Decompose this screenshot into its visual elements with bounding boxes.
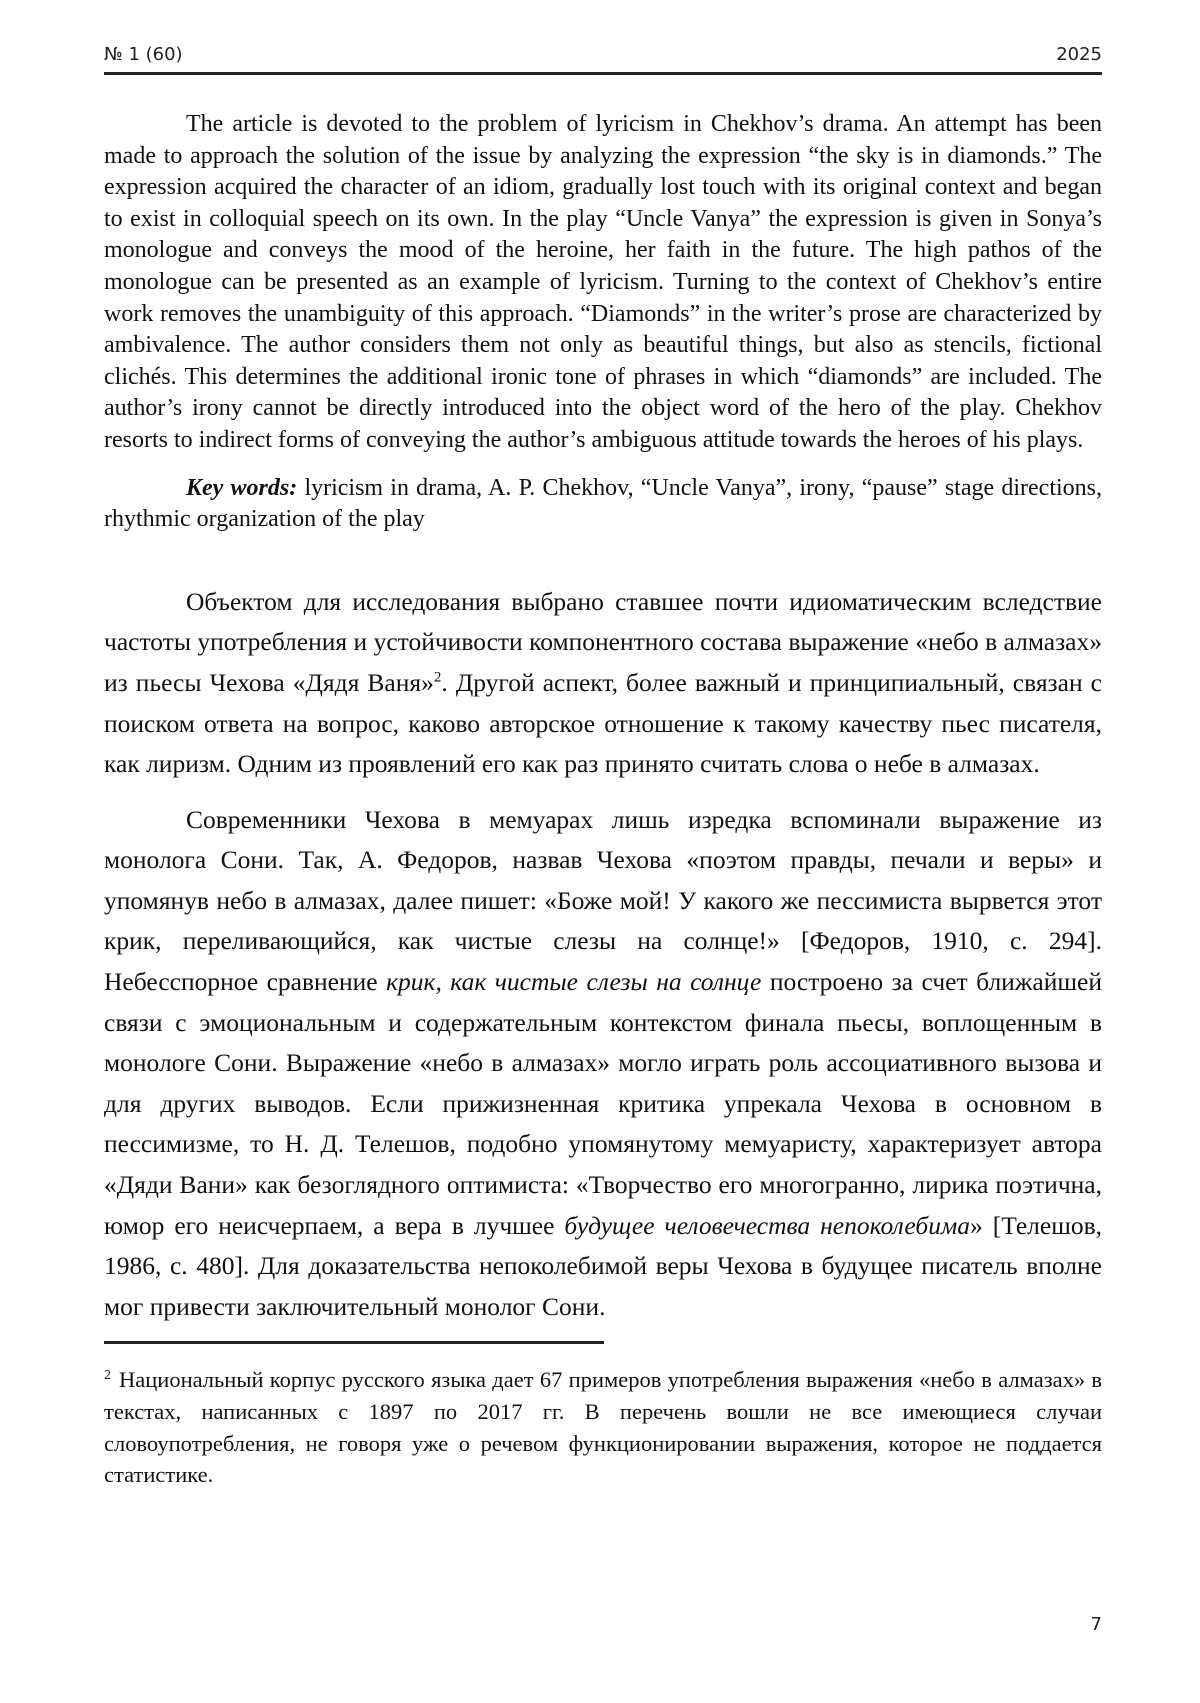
footnote-divider <box>104 1341 604 1344</box>
keywords-list: lyricism in drama, A. P. Chekhov, “Uncle Vanya”, irony, “pause” stage directions, rhythmic organization of the play <box>104 474 1103 533</box>
footnote-mark: 2 <box>104 1367 111 1383</box>
page-number: 7 <box>1090 1614 1102 1635</box>
footnote-item <box>104 1364 1102 1490</box>
paragraph-1 <box>104 582 1102 785</box>
footnote <box>104 1364 1102 1490</box>
paragraph-1-text: Объектом для исследования выбрано ставшее почти идиоматическим вследствие частоты употребления и устойчивости компонентного состава выражение «небо в алмазах» из пьесы Чехова «Дядя Ваня» <box>104 586 1102 697</box>
page-content <box>104 44 1102 1491</box>
paragraph-2-part-b: построено за счет ближайшей связи с эмоциональным и содержательным контекстом финала пьесы, воплощенным в монологе Сони. Выражение «небо в алмазах» могло играть роль ассоциативного вызова и для других выводов. Если прижизненная критика упрекала Чехова в основном в пессимизме, то Н. Д. Телешов, подобно упомянутому мемуаристу, характеризует автора «Дяди Вани» как безоглядного оптимиста: «Творчество его многогранно, лирика поэтична, юмор его неисчерпаем, а вера в лучшее <box>104 967 1102 1240</box>
footnote-ref[interactable]: 2 <box>433 669 442 686</box>
running-header <box>104 44 1102 75</box>
abstract <box>104 109 1102 536</box>
issue-number: № 1 (60) <box>104 44 183 65</box>
paragraph-2-part-c: » [Телешов, 1986, с. 480]. Для доказательства непоколебимой веры Чехова в будущее писатель вполне мог привести заключительный монолог Сони. <box>104 1210 1102 1321</box>
paragraph-2-part-a: Современники Чехова в мемуарах лишь изредка вспоминали выражение из монолога Сони. Так, А. Федоров, назвав Чехова «поэтом правды, печали и веры» и упомянув небо в алмазах, далее пишет: «Боже мой! У какого же пессимиста вырвется этот крик, переливающийся, как чистые слезы на солнце!» [Федоров, 1910, с. 294]. Небесспорное сравнение <box>104 804 1102 997</box>
paragraph-1-rest: . Другой аспект, более важный и принципиальный, связан с поиском ответа на вопрос, каково авторское отношение к такому качеству пьес писателя, как лиризм. Одним из проявлений его как раз принято считать слова о небе в алмазах. <box>104 667 1102 779</box>
keywords-label: Key words: <box>186 474 298 501</box>
main-text <box>104 582 1102 1328</box>
quote-italic-1: крик, как чистые слезы на солнце <box>386 967 762 997</box>
footnote-text: Национальный корпус русского языка дает 67 примеров употребления выражения «небо в алмазах» в текстах, написанных с 1897 по 2017 гг. В перечень вошли не все имеющиеся случаи словоупотребления, не говоря уже о речевом функционировании выражения, которое не поддается статистике. <box>104 1367 1102 1488</box>
quote-italic-2: будущее человечества непоколебима <box>564 1210 970 1240</box>
issue-year: 2025 <box>1056 44 1102 65</box>
paragraph-2 <box>104 800 1102 1328</box>
keywords <box>104 473 1102 536</box>
abstract-text: The article is devoted to the problem of lyricism in Chekhov’s drama. An attempt has been made to approach the solution of the issue by analyzing the expression “the sky is in diamonds.” The expression acquired the character of an idiom, gradually lost touch with its original context and began to exist in colloquial speech on its own. In the play “Uncle Vanya” the expression is given in Sonya’s monologue and conveys the mood of the heroine, her faith in the future. The high pathos of the monologue can be presented as an example of lyricism. Turning to the context of Chekhov’s entire work removes the unambiguity of this approach. “Diamonds” in the writer’s prose are characterized by ambivalence. The author considers them not only as beautiful things, but also as stencils, fictional clichés. This determines the additional ironic tone of phrases in which “diamonds” are included. The author’s irony cannot be directly introduced into the object word of the hero of the play. Chekhov resorts to indirect forms of conveying the author’s ambiguous attitude towards the heroes of his plays. <box>104 111 1102 453</box>
